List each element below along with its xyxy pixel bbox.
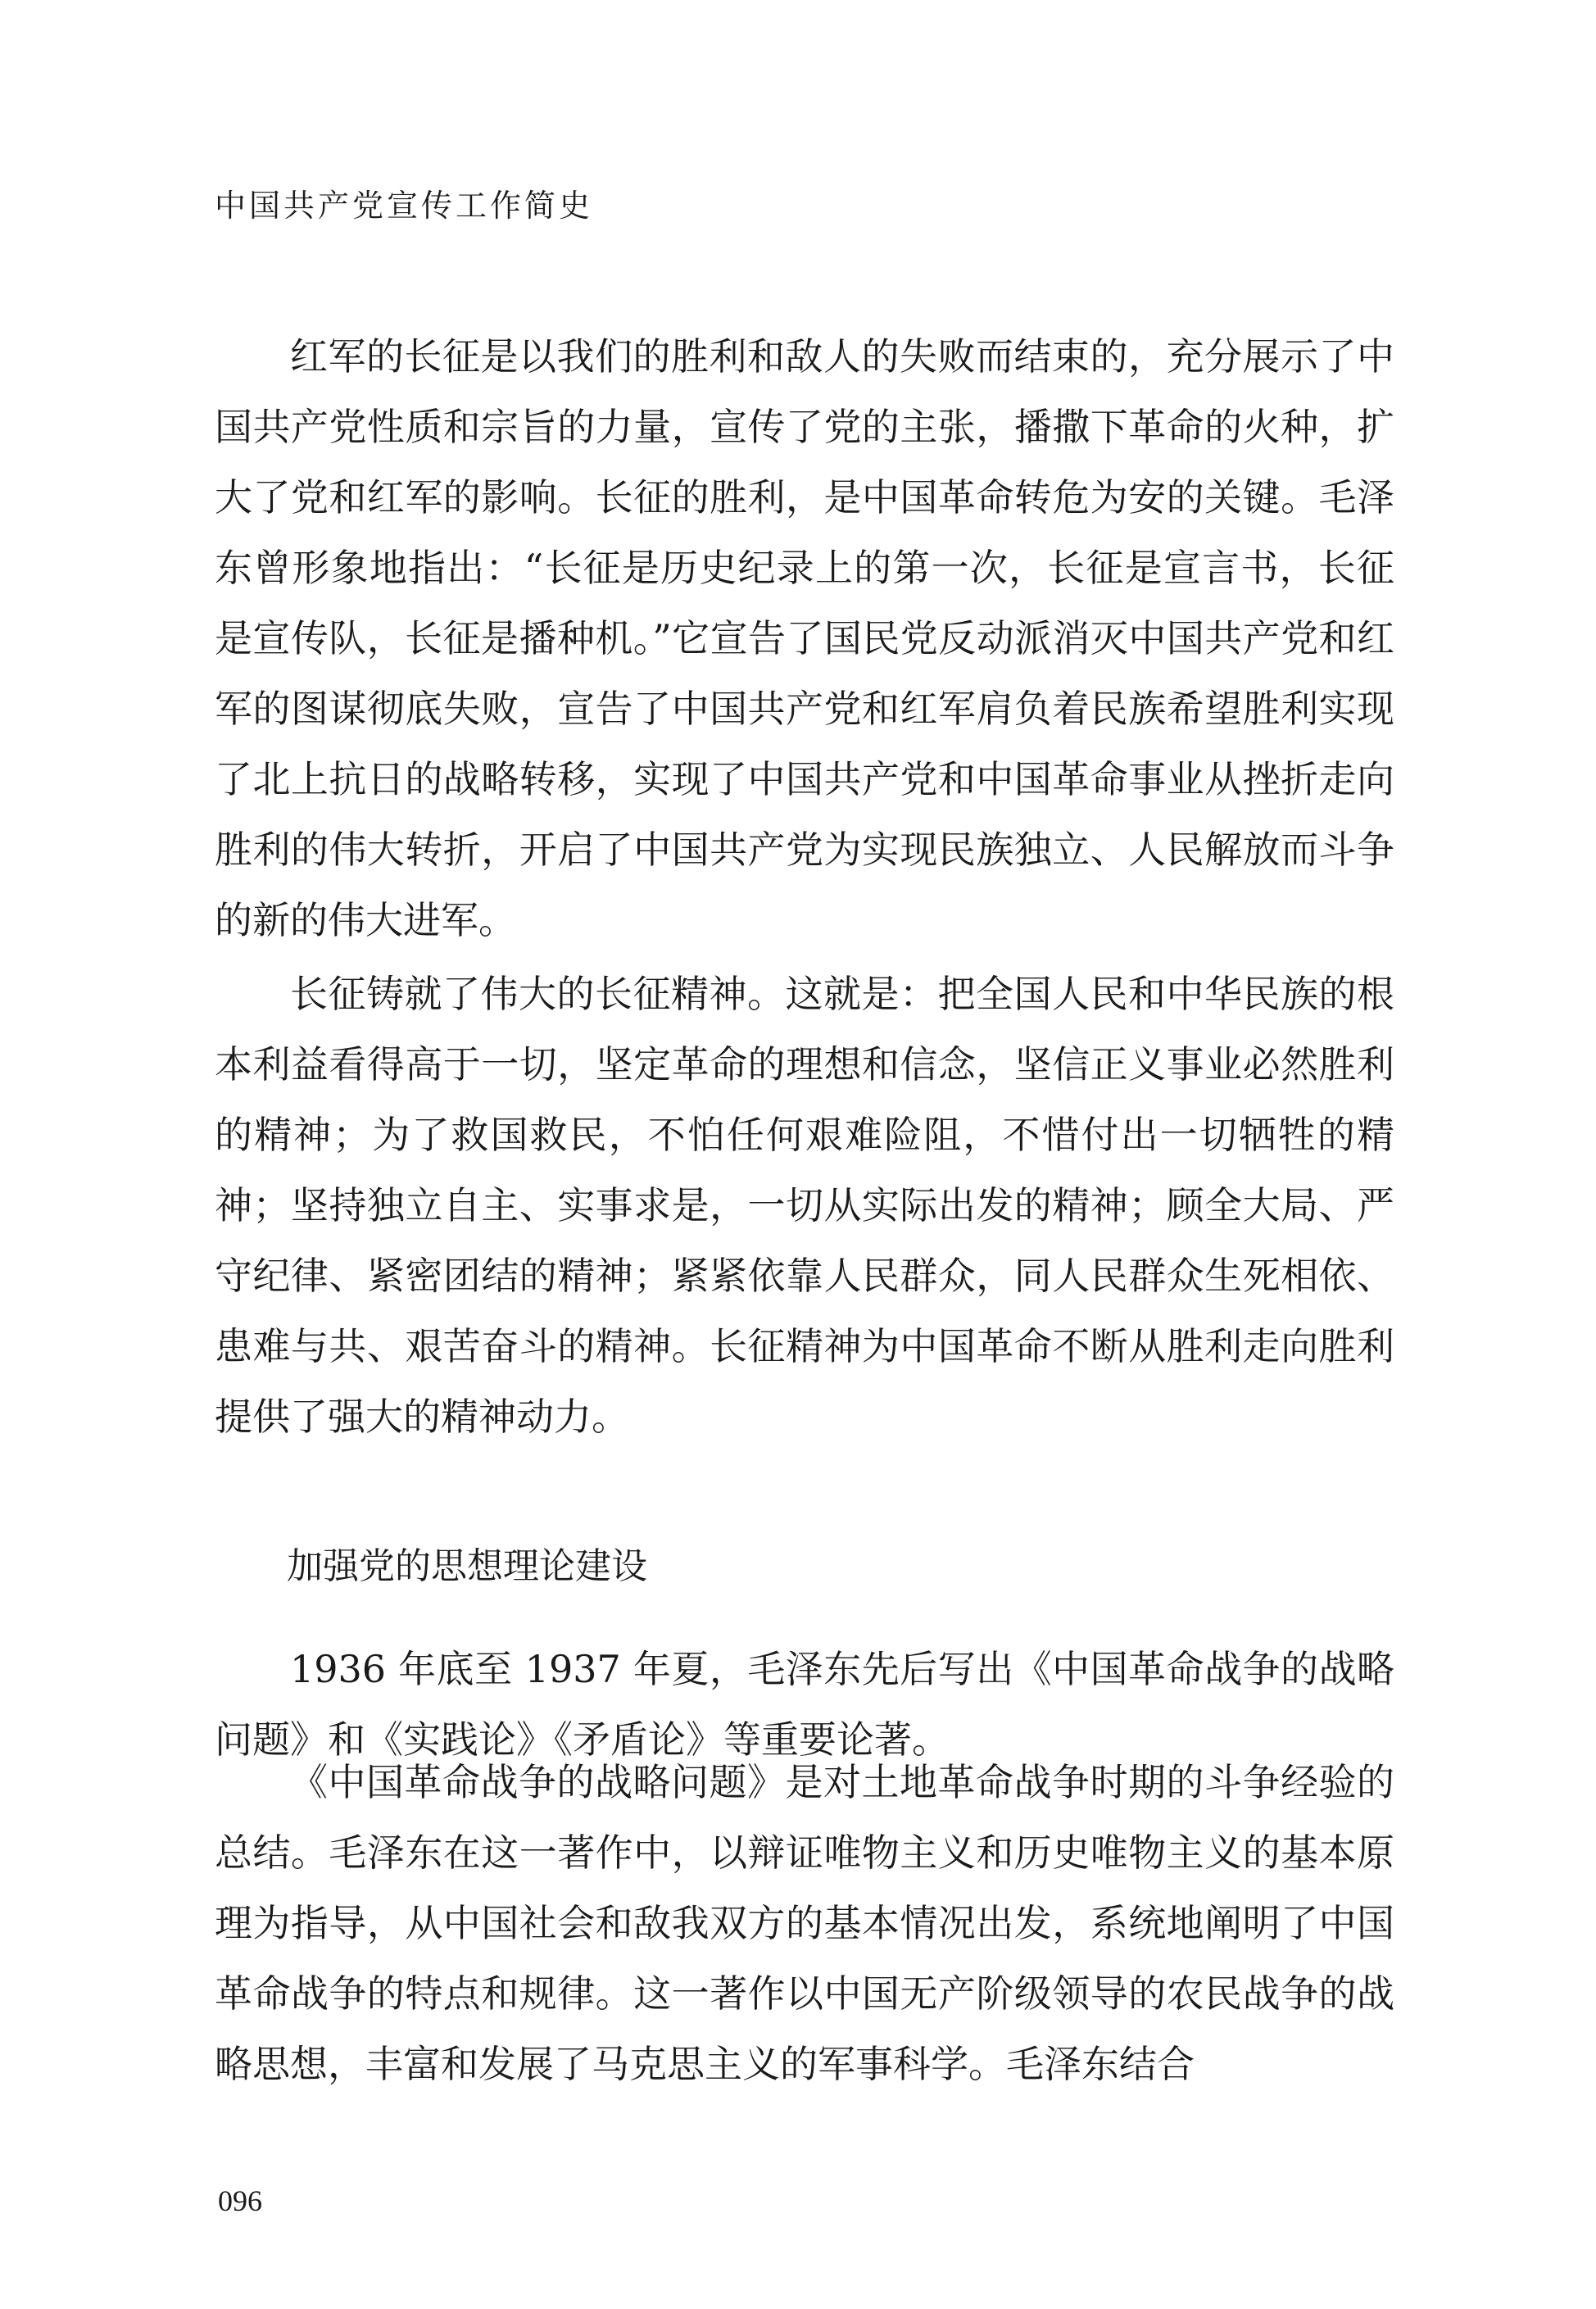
- page-number: 096: [218, 2184, 262, 2217]
- paragraph-strategy-problems: 《中国革命战争的战略问题》是对土地革命战争时期的斗争经验的总结。毛泽东在这一著作中，以辩证唯物主义和历史唯物主义的基本原理为指导，从中国社会和敌我双方的基本情况出发，系统地阐明了中国革命战争的特点和规律。这一著作以中国无产阶级领导的农民战争的战略思想，丰富和发展了马克思主义的军事科学。毛泽东结合: [215, 1760, 1394, 2086]
- running-header: 中国共产党宣传工作简史: [215, 188, 594, 224]
- paragraph-long-march-victory: 红军的长征是以我们的胜利和敌人的失败而结束的，充分展示了中国共产党性质和宗旨的力量，宣传了党的主张，播撒下革命的火种，扩大了党和红军的影响。长征的胜利，是中国革命转危为安的关键。毛泽东曾形象地指出：“长征是历史纪录上的第一次，长征是宣言书，长征是宣传队，长征是播种机。”它宣告了国民党反动派消灭中国共产党和红军的图谋彻底失败，宣告了中国共产党和红军肩负着民族希望胜利实现了北上抗日的战略转移，实现了中国共产党和中国革命事业从挫折走向胜利的伟大转折，开启了中国共产党为实现民族独立、人民解放而斗争的新的伟大进军。: [215, 334, 1394, 942]
- section-heading: 加强党的思想理论建设: [287, 1545, 647, 1587]
- paragraph-mao-writings: 1936 年底至 1937 年夏，毛泽东先后写出《中国革命战争的战略问题》和《实践论》《矛盾论》等重要论著。: [215, 1647, 1394, 1762]
- paragraph-long-march-spirit: 长征铸就了伟大的长征精神。这就是：把全国人民和中华民族的根本利益看得高于一切，坚定革命的理想和信念，坚信正义事业必然胜利的精神；为了救国救民，不怕任何艰难险阻，不惜付出一切牺牲的精神；坚持独立自主、实事求是，一切从实际出发的精神；顾全大局、严守纪律、紧密团结的精神；紧紧依靠人民群众，同人民群众生死相依、患难与共、艰苦奋斗的精神。长征精神为中国革命不断从胜利走向胜利提供了强大的精神动力。: [215, 972, 1394, 1439]
